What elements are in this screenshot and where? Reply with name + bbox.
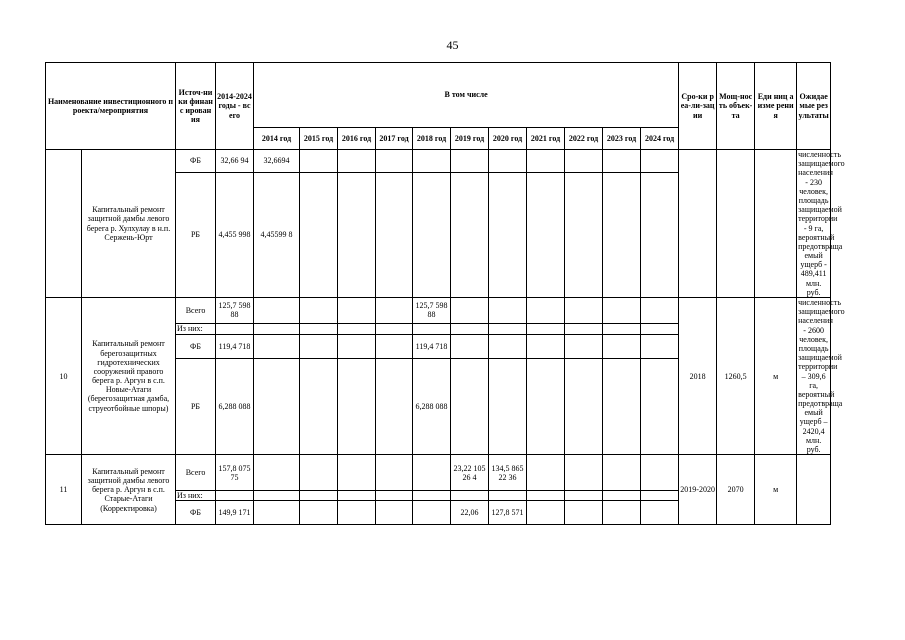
year-cell	[254, 491, 300, 501]
terms-cell	[679, 150, 717, 298]
year-cell	[527, 172, 565, 297]
year-cell	[376, 323, 413, 334]
year-cell	[641, 455, 679, 491]
year-cell	[565, 298, 603, 324]
year-cell	[489, 150, 527, 173]
year-cell	[489, 334, 527, 358]
source-cell: Всего	[176, 455, 216, 491]
year-cell	[300, 150, 338, 173]
year-cell: 22,06	[451, 501, 489, 525]
year-cell	[451, 323, 489, 334]
year-cell	[489, 491, 527, 501]
source-cell: РБ	[176, 359, 216, 455]
year-cell	[641, 172, 679, 297]
year-cell: 23,22 10526 4	[451, 455, 489, 491]
year-cell	[451, 359, 489, 455]
total-cell: 157,8 07575	[216, 455, 254, 491]
year-cell	[300, 298, 338, 324]
year-cell	[413, 323, 451, 334]
project-number: 11	[46, 455, 82, 525]
header-row	[46, 63, 904, 128]
header-year: 2023 год	[603, 128, 641, 150]
year-cell	[489, 323, 527, 334]
year-cell	[565, 359, 603, 455]
year-cell	[338, 491, 376, 501]
source-cell: ФБ	[176, 501, 216, 525]
year-cell	[254, 323, 300, 334]
year-cell	[338, 455, 376, 491]
result-cell: численность защищаемого населения - 230 человек, площадь защищаемой территории - 9 га, вероятный предотвраща емый ущерб - 489,411 млн. руб.	[798, 150, 845, 297]
year-cell	[603, 501, 641, 525]
year-cell	[300, 359, 338, 455]
result-cell	[797, 455, 831, 525]
year-cell	[254, 359, 300, 455]
year-cell	[603, 323, 641, 334]
header-year: 2017 год	[376, 128, 413, 150]
year-cell	[603, 298, 641, 324]
year-cell	[603, 359, 641, 455]
year-cell	[413, 501, 451, 525]
source-cell: ФБ	[176, 150, 216, 173]
year-cell	[413, 172, 451, 297]
total-cell: 119,4 718	[216, 334, 254, 358]
year-cell	[376, 491, 413, 501]
year-cell	[527, 323, 565, 334]
year-cell	[300, 172, 338, 297]
terms-cell: 2018	[679, 298, 717, 455]
year-cell: 125,7 59888	[413, 298, 451, 324]
header-results: Ожидаемые результаты	[797, 63, 831, 150]
year-cell	[565, 491, 603, 501]
header-unit: Еди ниц а изме рени я	[755, 63, 797, 150]
year-cell	[254, 298, 300, 324]
year-cell	[451, 491, 489, 501]
project-name: Капитальный ремонт защитной дамбы левого берега р. Хулхулау в н.п. Сержень-Юрт	[82, 150, 176, 298]
table-row	[46, 298, 904, 324]
year-cell: 4,45599 8	[254, 172, 300, 297]
header-source: Источ-ники финанс ирован ия	[176, 63, 216, 150]
year-cell	[603, 334, 641, 358]
header-year: 2019 год	[451, 128, 489, 150]
year-cell	[338, 172, 376, 297]
source-cell: Из них:	[176, 323, 216, 334]
year-cell	[641, 501, 679, 525]
year-cell: 134,5 86522 36	[489, 455, 527, 491]
year-cell	[527, 359, 565, 455]
total-cell: 4,455 998	[216, 172, 254, 297]
table-row	[46, 150, 904, 173]
unit-cell: м	[755, 298, 797, 455]
project-number: 10	[46, 298, 82, 455]
year-cell	[451, 172, 489, 297]
year-cell	[338, 298, 376, 324]
year-cell	[376, 501, 413, 525]
year-cell	[376, 359, 413, 455]
year-cell	[565, 334, 603, 358]
year-cell	[254, 501, 300, 525]
header-year: 2018 год	[413, 128, 451, 150]
year-cell	[603, 150, 641, 173]
header-name: Наименование инвестиционного проекта/мероприятия	[46, 63, 176, 150]
year-cell	[338, 334, 376, 358]
year-cell	[300, 323, 338, 334]
total-cell: 6,288 088	[216, 359, 254, 455]
year-cell: 32,6694	[254, 150, 300, 173]
total-cell: 149,9 171	[216, 501, 254, 525]
year-cell	[565, 150, 603, 173]
year-cell	[376, 298, 413, 324]
year-cell	[338, 359, 376, 455]
year-cell	[300, 501, 338, 525]
year-cell	[376, 172, 413, 297]
project-name: Капитальный ремонт берегозащитных гидротехнических сооружений правого берега р. Аргун в с.п. Новые-Атаги (берегозащитная дамба, струеотбойные шпоры)	[82, 298, 176, 455]
year-cell	[641, 298, 679, 324]
source-cell: ФБ	[176, 334, 216, 358]
year-cell	[254, 455, 300, 491]
year-cell	[413, 491, 451, 501]
year-cell	[413, 455, 451, 491]
year-cell	[451, 150, 489, 173]
year-cell	[641, 359, 679, 455]
year-cell	[527, 491, 565, 501]
header-year: 2016 год	[338, 128, 376, 150]
year-cell	[565, 172, 603, 297]
year-cell	[527, 501, 565, 525]
year-cell	[376, 334, 413, 358]
header-year: 2020 год	[489, 128, 527, 150]
year-cell	[565, 501, 603, 525]
year-cell: 119,4 718	[413, 334, 451, 358]
year-cell	[527, 455, 565, 491]
year-cell	[338, 323, 376, 334]
unit-cell	[755, 150, 797, 298]
year-cell	[413, 150, 451, 173]
header-year: 2022 год	[565, 128, 603, 150]
investment-table	[45, 62, 904, 525]
year-cell	[641, 491, 679, 501]
year-cell	[603, 172, 641, 297]
year-cell: 6,288 088	[413, 359, 451, 455]
year-cell	[489, 172, 527, 297]
capacity-cell	[717, 150, 755, 298]
year-cell	[254, 334, 300, 358]
source-cell: РБ	[176, 172, 216, 297]
total-cell	[216, 323, 254, 334]
year-cell	[527, 298, 565, 324]
year-cell	[451, 298, 489, 324]
result-cell: численность защищаемого населения - 2600 человек, площадь защищаемой территории – 309,6 га, вероятный предотвраща емый ущерб – 2420,4 млн. руб.	[798, 298, 845, 454]
header-year: 2014 год	[254, 128, 300, 150]
year-cell	[300, 491, 338, 501]
year-cell	[603, 491, 641, 501]
year-cell	[641, 323, 679, 334]
total-cell	[216, 491, 254, 501]
header-year: 2024 год	[641, 128, 679, 150]
year-cell	[641, 334, 679, 358]
unit-cell: м	[755, 455, 797, 525]
year-cell	[641, 150, 679, 173]
year-cell: 127,8 571	[489, 501, 527, 525]
year-cell	[565, 455, 603, 491]
header-terms: Сро-ки реа-ли-зации	[679, 63, 717, 150]
year-cell	[338, 501, 376, 525]
year-cell	[376, 150, 413, 173]
table-row	[46, 455, 904, 491]
header-year: 2015 год	[300, 128, 338, 150]
year-cell	[451, 334, 489, 358]
year-cell	[527, 334, 565, 358]
total-cell: 125,7 59888	[216, 298, 254, 324]
project-number	[46, 150, 82, 298]
header-capacity: Мощ-ность объек-та	[717, 63, 755, 150]
year-cell	[603, 455, 641, 491]
header-year: 2021 год	[527, 128, 565, 150]
source-cell: Всего	[176, 298, 216, 324]
year-cell	[338, 150, 376, 173]
year-cell	[300, 334, 338, 358]
year-cell	[489, 359, 527, 455]
terms-cell: 2019-2020	[679, 455, 717, 525]
year-cell	[527, 150, 565, 173]
year-cell	[565, 323, 603, 334]
capacity-cell: 1260,5	[717, 298, 755, 455]
source-cell: Из них:	[176, 491, 216, 501]
year-cell	[300, 455, 338, 491]
capacity-cell: 2070	[717, 455, 755, 525]
year-cell	[376, 455, 413, 491]
year-cell	[489, 298, 527, 324]
project-name: Капитальный ремонт защитной дамбы левого берега р. Аргун в с.п. Старые-Атаги (Корректировка)	[82, 455, 176, 525]
page-number: 45	[446, 38, 459, 52]
total-cell: 32,66 94	[216, 150, 254, 173]
header-total: 2014-2024 годы - всего	[216, 63, 254, 150]
header-incl: В том числе	[254, 63, 679, 128]
